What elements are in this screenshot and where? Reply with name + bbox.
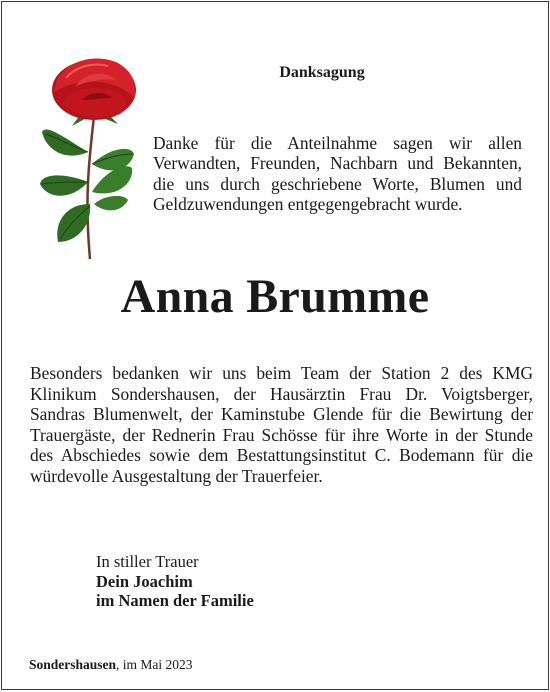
- closing-block: [96, 552, 254, 611]
- place: Sondershausen: [29, 657, 117, 672]
- heading-danksagung: Danksagung: [279, 64, 365, 81]
- date: , im Mai 2023: [116, 657, 193, 672]
- obituary-card: [1, 1, 549, 690]
- signature-family: im Namen der Familie: [96, 591, 254, 610]
- deceased-name: Anna Brumme: [120, 270, 430, 323]
- rose-icon: [32, 54, 162, 264]
- closing-line: In stiller Trauer: [96, 552, 199, 571]
- signature-name: Dein Joachim: [96, 571, 193, 591]
- gratitude-paragraph: Besonders bedanken wir uns beim Team der Station 2 des KMG Klinikum Sondershausen, der Hausärztin Frau Dr. Voigtsberger, Sandras Blumenwelt, der Kaminstube Glende für die Bewirtung der Trauergäste, der Rednerin Frau Schösse für ihre Worte in der Stunde des Abschiedes sowie dem Bestattungsinstitut C. Bodemann für die würdevolle Ausgestaltung der Trauerfeier.: [30, 363, 533, 486]
- place-date: [29, 657, 193, 673]
- thanks-paragraph: Danke für die Anteilnahme sagen wir allen Verwandten, Freunden, Nachbarn und Bekannten, die uns durch geschriebene Worte, Blumen und Geldzuwendungen entgegengebracht wurde.: [153, 133, 522, 215]
